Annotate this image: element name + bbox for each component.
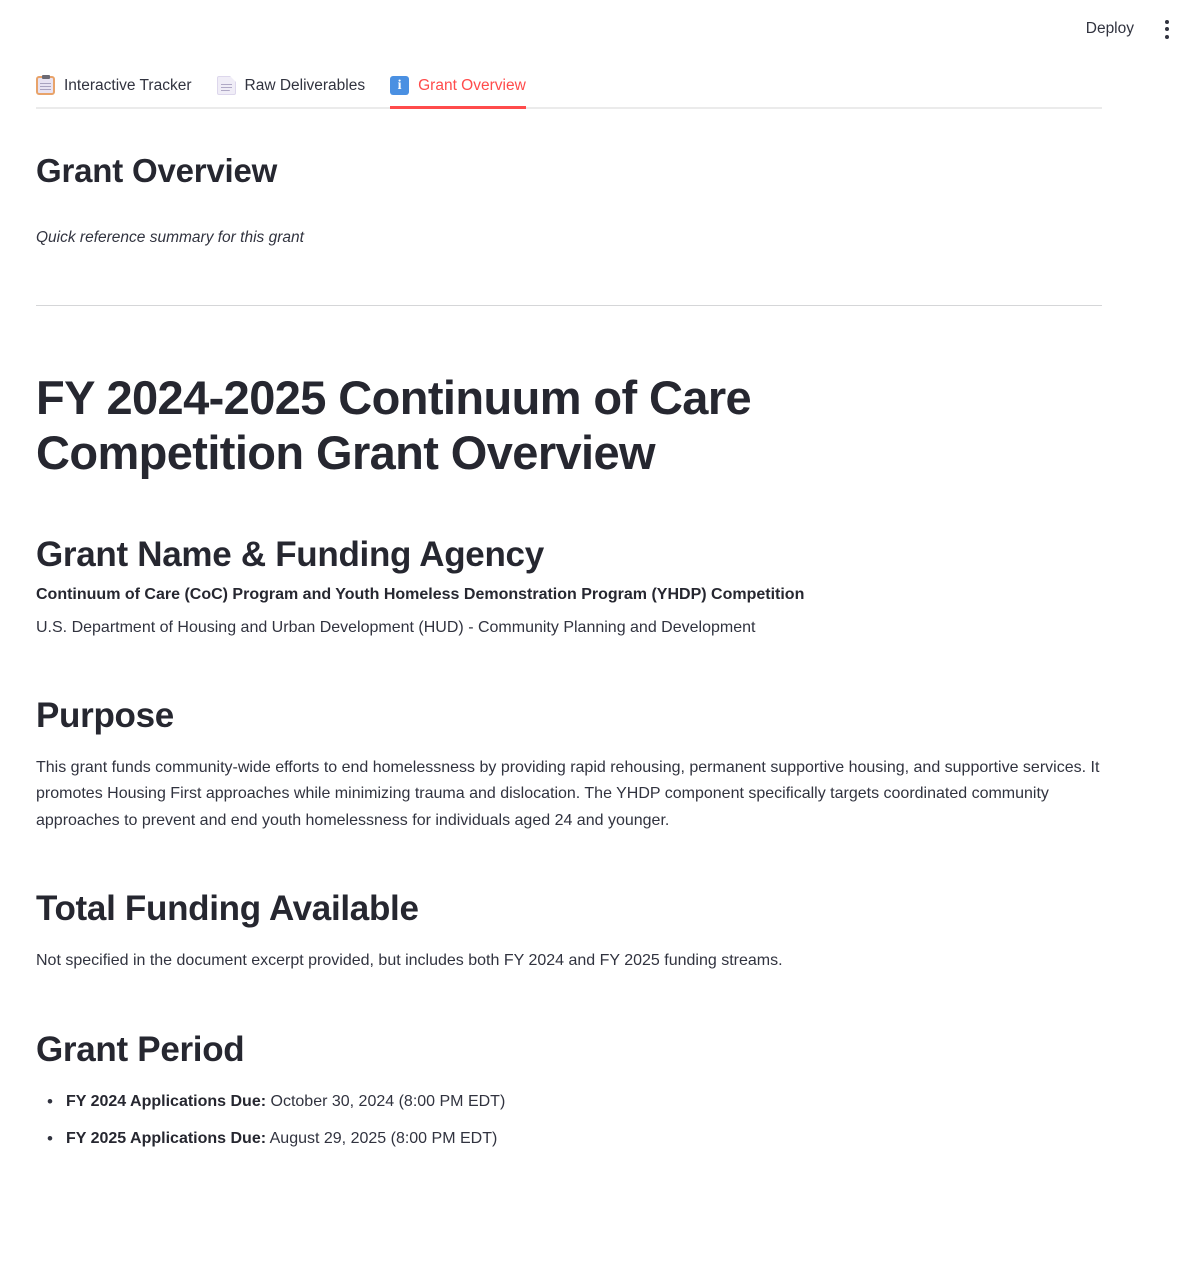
list-item-label: FY 2024 Applications Due: — [66, 1092, 267, 1110]
tab-interactive-tracker[interactable] — [36, 76, 192, 109]
funding-agency-text: U.S. Department of Housing and Urban Development (HUD) - Community Planning and Development — [36, 618, 756, 636]
tab-raw-deliverables[interactable] — [217, 76, 366, 109]
markdown-document — [36, 371, 1102, 1152]
clipboard-icon — [36, 76, 55, 95]
kebab-menu-icon[interactable] — [1150, 12, 1184, 46]
list-item-label: FY 2025 Applications Due: — [66, 1130, 267, 1148]
tab-label: Grant Overview — [418, 76, 526, 94]
tab-label: Interactive Tracker — [64, 76, 192, 94]
section-heading-purpose: Purpose — [36, 696, 174, 736]
section-heading-total-funding: Total Funding Available — [36, 889, 419, 929]
kebab-dot — [1165, 35, 1169, 39]
list-item-value: October 30, 2024 (8:00 PM EDT) — [266, 1092, 506, 1110]
grant-period-list — [36, 1090, 1102, 1153]
app-header — [0, 0, 1198, 58]
tab-bar — [36, 66, 1102, 109]
deploy-button[interactable]: Deploy — [1074, 15, 1146, 43]
total-funding-body: Not specified in the document excerpt provided, but includes both FY 2024 and FY 2025 funding streams. — [36, 952, 783, 970]
list-item — [66, 1127, 1102, 1152]
list-item — [66, 1090, 1102, 1115]
information-icon: i — [390, 76, 409, 95]
kebab-dot — [1165, 27, 1169, 31]
page-caption: Quick reference summary for this grant — [36, 228, 304, 246]
section-divider — [36, 305, 1102, 306]
grant-name-text — [36, 582, 1102, 608]
tab-label: Raw Deliverables — [244, 76, 366, 94]
page-title: Grant Overview — [36, 152, 278, 189]
content-container — [36, 151, 1102, 1152]
list-item-value: August 29, 2025 (8:00 PM EDT) — [266, 1130, 498, 1148]
section-heading-grant-period: Grant Period — [36, 1029, 245, 1069]
page-body — [0, 109, 1198, 1165]
kebab-dot — [1165, 20, 1169, 24]
tab-grant-overview[interactable] — [390, 76, 526, 109]
section-heading-grant-name: Grant Name & Funding Agency — [36, 535, 544, 575]
purpose-body: This grant funds community-wide efforts to end homelessness by providing rapid rehousing, permanent supportive housing, and supportive services. It promotes Housing First approaches while minimizing trauma and dislocation. The YHDP component specifically targets coordinated community approaches to prevent and end youth homelessness for individuals aged 24 and younger. — [36, 759, 1100, 829]
document-heading: FY 2024-2025 Continuum of Care Competition Grant Overview — [36, 371, 752, 479]
grant-name-value: Continuum of Care (CoC) Program and Youth Homeless Demonstration Program (YHDP) Competition — [36, 586, 805, 604]
page-icon — [217, 76, 236, 95]
